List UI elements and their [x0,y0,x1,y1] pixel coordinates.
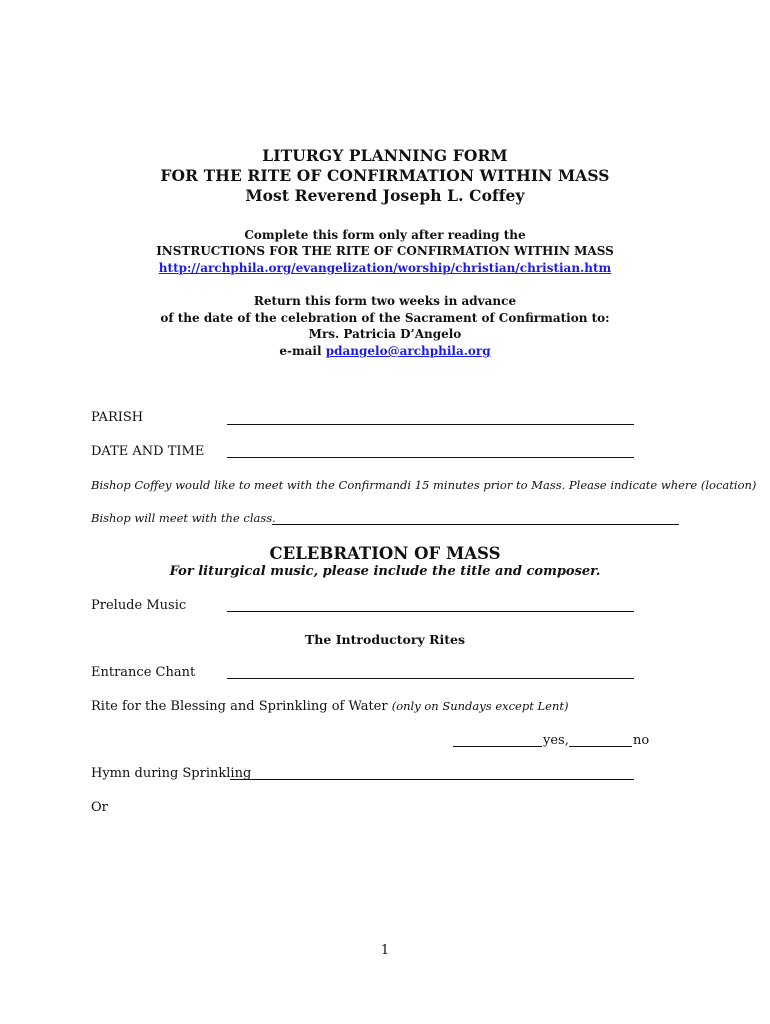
date-time-label: DATE AND TIME [91,444,205,459]
yes-field[interactable] [453,746,542,747]
entrance-label: Entrance Chant [91,665,196,680]
instructions-line2: INSTRUCTIONS FOR THE RITE OF CONFIRMATION WITHIN MASS [156,244,614,258]
or-label: Or [91,800,108,815]
no-field[interactable] [569,746,632,747]
email-prefix: e-mail [279,344,326,358]
bishop-meet-label: Bishop will meet with the class. [91,511,276,525]
entrance-field[interactable] [227,678,634,679]
celebration-subtitle: For liturgical music, please include the title and composer. [169,564,601,579]
instructions-line1: Complete this form only after reading the [244,228,526,242]
introductory-rites-heading: The Introductory Rites [305,632,465,647]
rite-label: Rite for the Blessing and Sprinkling of Water [91,699,392,714]
date-time-field[interactable] [227,457,634,458]
instructions-link-wrap [0,261,770,275]
hymn-label: Hymn during Sprinkling [91,766,252,781]
meeting-location-field[interactable] [272,524,679,525]
email-line [0,344,770,358]
form-subtitle: FOR THE RITE OF CONFIRMATION WITHIN MASS [160,166,610,185]
bishop-note: Bishop Coffey would like to meet with the Confirmandi 15 minutes prior to Mass. Please indicate where (location) [91,478,757,492]
prelude-field[interactable] [227,611,634,612]
form-title: LITURGY PLANNING FORM [262,146,508,165]
rite-line [91,699,568,714]
celebration-title: CELEBRATION OF MASS [269,544,501,563]
return-line2: of the date of the celebration of the Sacrament of Confirmation to: [160,311,610,325]
rite-note: (only on Sundays except Lent) [391,699,569,713]
parish-label: PARISH [91,410,144,425]
contact-name: Mrs. Patricia D’Angelo [308,327,462,341]
return-line1: Return this form two weeks in advance [253,294,517,308]
hymn-field[interactable] [230,779,634,780]
no-label: no [633,733,650,748]
bishop-name: Most Reverend Joseph L. Coffey [245,186,525,205]
yes-label: yes, [543,733,569,748]
parish-field[interactable] [227,424,634,425]
prelude-label: Prelude Music [91,598,187,613]
instructions-link[interactable]: http://archphila.org/evangelization/worship/christian/christian.htm [158,261,612,275]
page-number: 1 [380,943,390,958]
email-link[interactable]: pdangelo@archphila.org [325,344,491,358]
